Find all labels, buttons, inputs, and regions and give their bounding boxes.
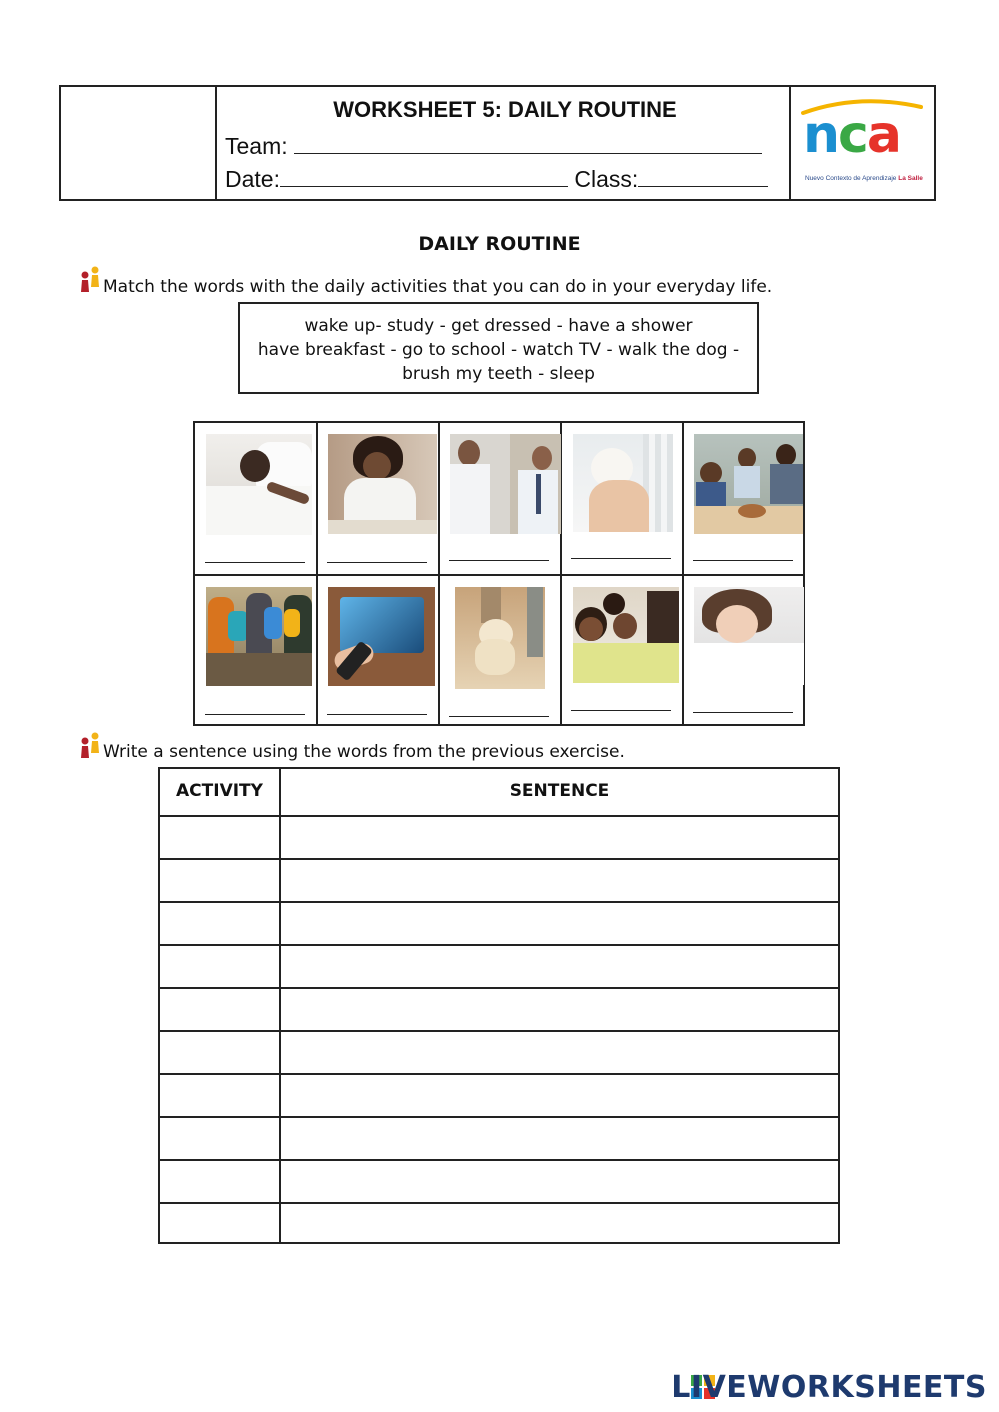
activity-cell[interactable] [160, 817, 279, 858]
brush-teeth-photo [573, 587, 679, 683]
logo-cell [789, 87, 934, 199]
get-dressed-photo [450, 434, 561, 534]
sentence-cell[interactable] [281, 903, 838, 944]
word-bank-line: wake up- study - get dressed - have a shower [304, 316, 693, 336]
team-field[interactable] [294, 131, 762, 154]
activity-cell[interactable] [160, 1161, 279, 1202]
nca-logo: nca [803, 105, 900, 165]
column-header-sentence: SENTENCE [509, 781, 610, 801]
activity-cell[interactable] [160, 989, 279, 1030]
sentence-cell[interactable] [281, 860, 838, 901]
header-blank-cell [61, 87, 217, 199]
worksheet-title: WORKSHEET 5: DAILY ROUTINE [333, 97, 677, 122]
date-label: Date: [225, 166, 280, 192]
exercise2-instruction: Write a sentence using the words from the previous exercise. [103, 742, 625, 762]
activity-cell[interactable] [160, 1118, 279, 1159]
team-label: Team: [225, 133, 288, 159]
pawns-icon [78, 732, 102, 760]
walk-dog-photo [455, 587, 545, 689]
sentence-cell[interactable] [281, 946, 838, 987]
class-label: Class: [574, 166, 639, 192]
activity-cell[interactable] [160, 1075, 279, 1116]
wake-up-photo [206, 434, 312, 535]
picture-grid [193, 421, 805, 726]
exercise1-instruction: Match the words with the daily activities that you can do in your everyday life. [103, 277, 773, 297]
date-field[interactable] [280, 164, 568, 187]
team-line [225, 131, 762, 160]
sentence-cell[interactable] [281, 1118, 838, 1159]
watch-tv-photo [328, 587, 435, 686]
sentence-cell[interactable] [281, 817, 838, 858]
section-title: DAILY ROUTINE [418, 233, 581, 255]
sentence-cell[interactable] [281, 1161, 838, 1202]
shower-photo [573, 434, 673, 532]
logo-subtitle: Nuevo Contexto de Aprendizaje La Salle [805, 175, 923, 182]
worksheet-header [59, 85, 936, 201]
activity-cell[interactable] [160, 946, 279, 987]
breakfast-photo [694, 434, 803, 534]
sentence-cell[interactable] [281, 1032, 838, 1073]
word-bank-line: have breakfast - go to school - watch TV - walk the dog - [257, 340, 740, 360]
sentence-cell[interactable] [281, 1204, 838, 1242]
study-photo [328, 434, 437, 534]
activity-table [158, 767, 840, 1244]
activity-cell[interactable] [160, 1204, 279, 1242]
date-class-line [225, 164, 768, 193]
school-photo [206, 587, 312, 686]
activity-cell[interactable] [160, 903, 279, 944]
word-bank-line: brush my teeth - sleep [402, 364, 595, 384]
class-field[interactable] [638, 164, 768, 187]
activity-cell[interactable] [160, 860, 279, 901]
sentence-cell[interactable] [281, 1075, 838, 1116]
sleep-photo [694, 587, 804, 685]
column-header-activity: ACTIVITY [176, 781, 263, 801]
word-bank [238, 302, 759, 394]
liveworksheets-brand: LIVEWORKSHEETS [671, 1370, 987, 1405]
pawns-icon [78, 266, 102, 294]
activity-cell[interactable] [160, 1032, 279, 1073]
sentence-cell[interactable] [281, 989, 838, 1030]
